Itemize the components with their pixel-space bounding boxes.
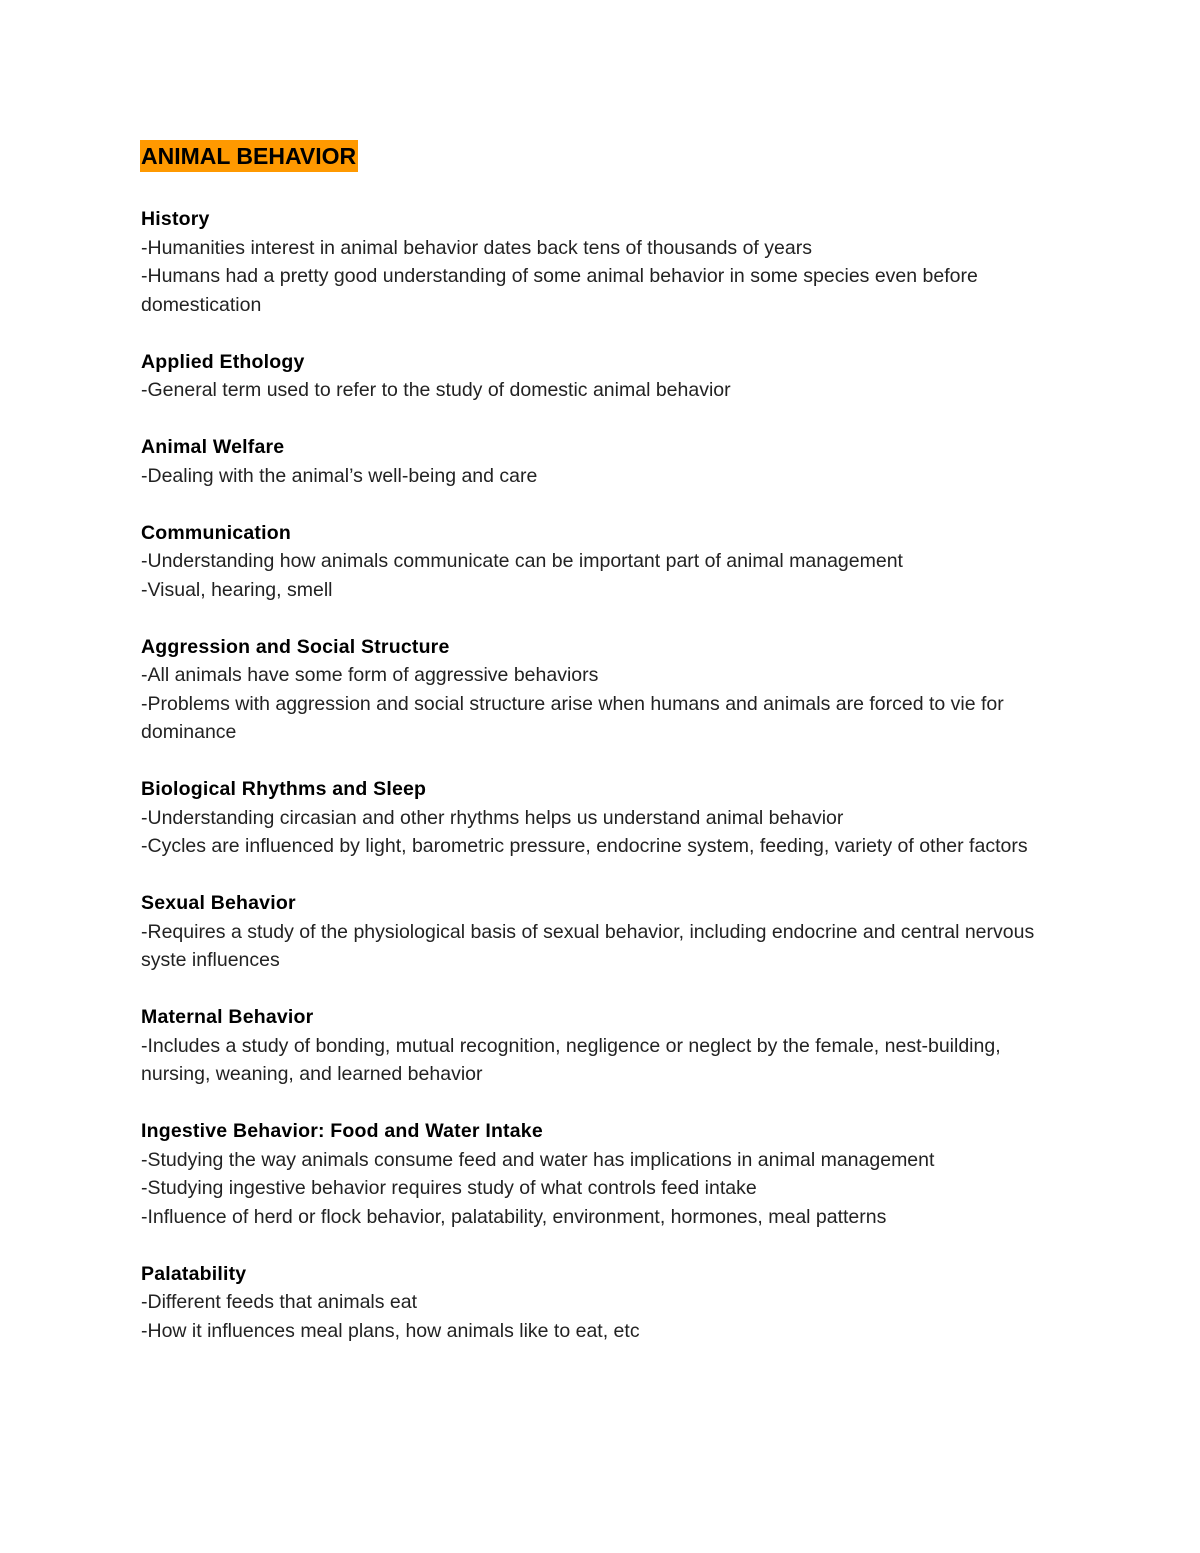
section-bullet-line: -How it influences meal plans, how animals like to eat, etc bbox=[141, 1319, 640, 1342]
section-heading: Palatability bbox=[141, 1262, 247, 1285]
document-body bbox=[141, 205, 1071, 1345]
section-heading: Applied Ethology bbox=[141, 350, 305, 373]
section bbox=[141, 889, 1071, 975]
section-bullet-line: -Cycles are influenced by light, barometric pressure, endocrine system, feeding, variety of other factors bbox=[141, 835, 1028, 857]
section-bullet-line: -Influence of herd or flock behavior, palatability, environment, hormones, meal patterns bbox=[141, 1205, 887, 1228]
section-bullet-line: -Dealing with the animal’s well-being and care bbox=[141, 464, 538, 487]
section-bullet-line: -Requires a study of the physiological basis of sexual behavior, including endocrine and central nervous syste influences bbox=[141, 920, 1035, 971]
section-heading: Maternal Behavior bbox=[141, 1006, 314, 1028]
section-bullet-line: -Visual, hearing, smell bbox=[141, 578, 333, 601]
section-bullet-line: -Understanding circasian and other rhythms helps us understand animal behavior bbox=[141, 806, 844, 829]
section bbox=[141, 433, 1071, 490]
section bbox=[141, 1003, 1071, 1089]
section-heading: Communication bbox=[141, 521, 291, 544]
section-bullet-line: -Humans had a pretty good understanding of some animal behavior in some species even before domestication bbox=[141, 265, 978, 316]
section-heading: Biological Rhythms and Sleep bbox=[141, 778, 427, 800]
section-heading: Sexual Behavior bbox=[141, 892, 296, 914]
section-bullet-line: -Understanding how animals communicate can be important part of animal management bbox=[141, 550, 903, 572]
section bbox=[141, 1117, 1071, 1231]
section-bullet-line: -Includes a study of bonding, mutual recognition, negligence or neglect by the female, nest-building, nursing, weaning, and learned behavior bbox=[141, 1034, 1001, 1085]
section-bullet-line: -Humanities interest in animal behavior dates back tens of thousands of years bbox=[141, 236, 812, 259]
section bbox=[141, 205, 1071, 319]
section-bullet-line: -Studying the way animals consume feed and water has implications in animal management bbox=[141, 1148, 935, 1171]
section bbox=[141, 633, 1071, 747]
section bbox=[141, 775, 1071, 861]
document-page bbox=[141, 140, 1071, 1374]
section-bullet-line: -Studying ingestive behavior requires study of what controls feed intake bbox=[141, 1177, 757, 1199]
section-bullet-line: -Problems with aggression and social structure arise when humans and animals are forced to vie for dominance bbox=[141, 692, 1004, 743]
document-title: ANIMAL BEHAVIOR bbox=[140, 140, 358, 172]
section-heading: Aggression and Social Structure bbox=[141, 635, 450, 658]
section-bullet-line: -Different feeds that animals eat bbox=[141, 1291, 418, 1313]
section-bullet-line: -General term used to refer to the study of domestic animal behavior bbox=[141, 379, 731, 401]
section-heading: History bbox=[141, 208, 210, 230]
section bbox=[141, 348, 1071, 405]
section-heading: Ingestive Behavior: Food and Water Intake bbox=[141, 1120, 543, 1142]
section-heading: Animal Welfare bbox=[141, 436, 285, 458]
section bbox=[141, 1260, 1071, 1346]
section-bullet-line: -All animals have some form of aggressive behaviors bbox=[141, 664, 599, 686]
section bbox=[141, 519, 1071, 605]
